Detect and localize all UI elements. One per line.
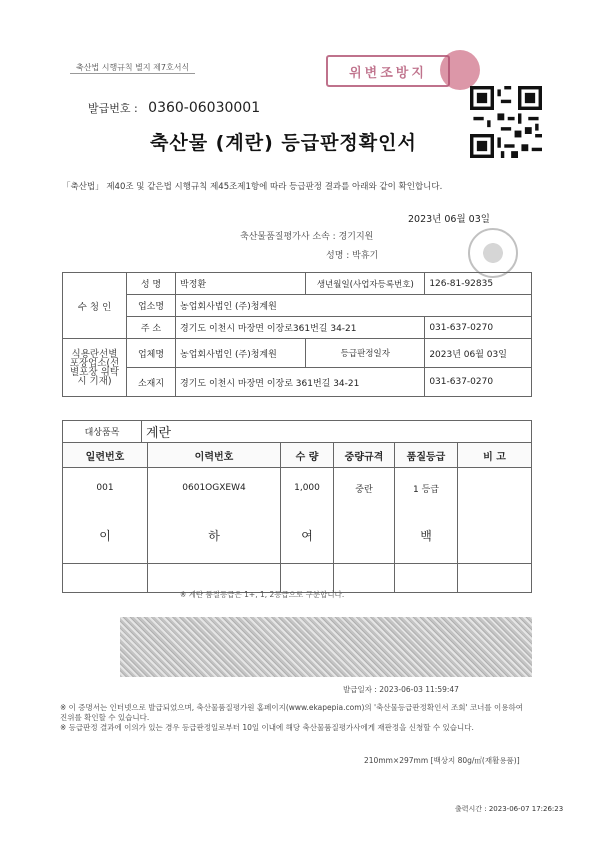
weight-cell: 중란 <box>334 468 395 509</box>
official-stamp <box>468 228 518 278</box>
packer-name-value: 농업회사법인 (주)청계원 <box>176 339 306 368</box>
table-row <box>63 468 532 509</box>
grading-date-label: 등급판정일자 <box>306 339 425 368</box>
business-name-label: 업소명 <box>127 295 176 317</box>
target-item-table <box>62 420 532 443</box>
col-remarks: 비 고 <box>458 443 532 468</box>
packer-name-label: 업체명 <box>127 339 176 368</box>
notes <box>60 703 530 733</box>
document-title: 축산물 (계란) 등급판정확인서 <box>150 132 417 154</box>
phone-value: 031-637-0270 <box>425 317 532 339</box>
grading-items-table <box>62 442 532 593</box>
address-value: 경기도 이천시 마장면 이장로361번길 34-21 <box>176 317 425 339</box>
target-item-value: 계란 <box>142 421 532 443</box>
quantity-cell: 1,000 <box>281 468 334 509</box>
col-weight: 중량규격 <box>334 443 395 468</box>
inspector-institution: 축산물품질평가사 소속 : 경기지원 <box>240 232 374 242</box>
note-line: ※ 등급판정 결과에 이의가 있는 경우 등급판정일로부터 10일 이내에 해당 축산물품질평가사에게 재판정을 신청할 수 있습니다. <box>60 723 474 732</box>
applicant-side-label: 수 청 인 <box>63 273 127 339</box>
redacted-barcode <box>120 617 532 677</box>
col-grade: 품질등급 <box>395 443 458 468</box>
grade-note: ※ 계란 품질등급은 1+, 1, 2등급으로 구분합니다. <box>180 590 345 599</box>
note-line: ※ 이 증명서는 인터넷으로 발급되었으며, 축산물품질평가원 홈페이지(www.ekapepia.com)의 '축산물등급판정확인서 조회' 코너를 이용하여 <box>60 703 523 712</box>
trace-number-cell: 0601OGXEW4 <box>148 468 281 509</box>
issue-number <box>88 100 260 116</box>
blank-mark-4: 백 <box>395 508 458 564</box>
target-item-label: 대상품목 <box>63 421 142 443</box>
issue-number-label: 발급번호 : <box>88 102 138 115</box>
inspector-name: 성명 : 박휴기 <box>326 251 379 261</box>
paper-spec: 210mm×297mm [백상지 80g/㎡(재활용품)] <box>364 756 520 765</box>
col-quantity: 수 량 <box>281 443 334 468</box>
note-line: 진위를 확인할 수 있습니다. <box>60 713 150 722</box>
form-number: 축산법 시행규칙 별지 제7호서식 <box>70 62 195 74</box>
serial-cell: 001 <box>63 468 148 509</box>
col-serial: 일련번호 <box>63 443 148 468</box>
packer-side-label: 식용란선별포장업소(선별포장 위탁 시 기재) <box>63 339 127 397</box>
remarks-cell <box>458 468 532 509</box>
anti-forgery-seal: 위변조방지 <box>326 55 450 87</box>
print-info: 발급일자 : 2023-06-03 11:59:47 <box>343 685 459 694</box>
blank-mark-2: 하 <box>148 508 281 564</box>
name-label: 성 명 <box>127 273 176 295</box>
applicant-table <box>62 272 532 397</box>
output-time: 출력시간 : 2023-06-07 17:26:23 <box>455 805 564 813</box>
packer-address-label: 소재지 <box>127 368 176 397</box>
col-trace-number: 이력번호 <box>148 443 281 468</box>
blank-mark-3: 여 <box>281 508 334 564</box>
business-name-value: 농업회사법인 (주)청계원 <box>176 295 532 317</box>
business-number-value: 126-81-92835 <box>425 273 532 295</box>
business-number-label: 생년월일(사업자등록번호) <box>306 273 425 295</box>
issue-number-value: 0360-06030001 <box>148 100 261 116</box>
qr-code-icon[interactable] <box>470 86 542 158</box>
name-value: 박정환 <box>176 273 306 295</box>
intro-text: 「축산법」 제40조 및 같은법 시행규칙 제45조제1항에 따라 등급판정 결과를 아래와 같이 확인합니다. <box>62 182 443 192</box>
certificate-date: 2023년 06월 03일 <box>408 214 490 225</box>
blank-mark-1: 이 <box>63 508 148 564</box>
packer-address-value: 경기도 이천시 마장면 이장로 361번길 34-21 <box>176 368 425 397</box>
blank-row <box>63 508 532 564</box>
packer-phone-value: 031-637-0270 <box>425 368 532 397</box>
grading-date-value: 2023년 06월 03일 <box>425 339 532 368</box>
address-label: 주 소 <box>127 317 176 339</box>
grade-cell: 1 등급 <box>395 468 458 509</box>
